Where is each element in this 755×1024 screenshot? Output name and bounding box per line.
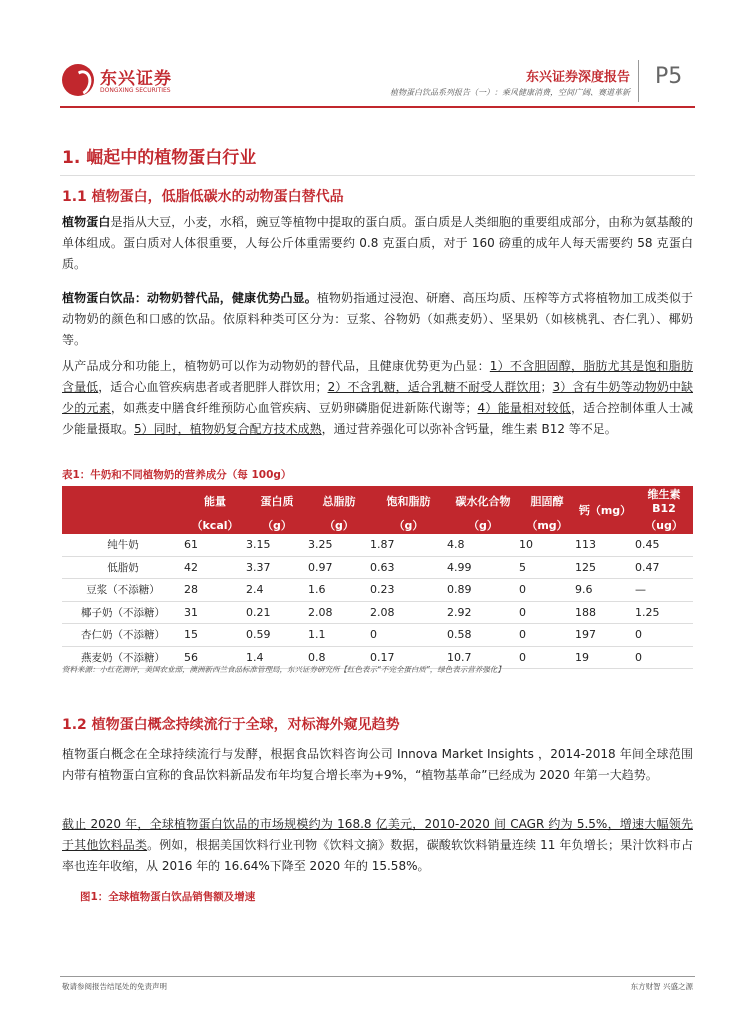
header-cell: 能量 xyxy=(184,486,246,515)
table-cell: 0 xyxy=(519,646,575,669)
paragraph-plant-drinks xyxy=(62,288,693,351)
table-cell: 28 xyxy=(184,579,246,602)
table-cell: 61 xyxy=(184,534,246,556)
header-cell: 碳水化合物 xyxy=(447,486,519,515)
table-cell: 0.58 xyxy=(447,624,519,647)
underlined-point: 5）同时，植物奶复合配方技术成熟 xyxy=(134,422,322,436)
table-cell: 31 xyxy=(184,601,246,624)
header-cell: 总脂肪 xyxy=(308,486,370,515)
table-header-row xyxy=(62,486,693,515)
table-cell: 0.17 xyxy=(370,646,447,669)
company-logo xyxy=(62,62,182,102)
table-cell: 42 xyxy=(184,556,246,579)
term-plant-drinks: 植物蛋白饮品：动物奶替代品，健康优势凸显。 xyxy=(62,291,317,305)
term-plant-protein: 植物蛋白 xyxy=(62,215,111,229)
table-row xyxy=(62,601,693,624)
header-unit: （mg） xyxy=(519,515,575,534)
header-rule xyxy=(60,106,695,108)
header-unit: （kcal） xyxy=(184,515,246,534)
table-cell: 3.25 xyxy=(308,534,370,556)
header-unit: （g） xyxy=(447,515,519,534)
table-cell-fortified: 188 xyxy=(575,601,635,624)
paragraph-text: 是指从大豆，小麦，水稻，豌豆等植物中提取的蛋白质。蛋白质是人类细胞的重要组成部分，由称为氨基酸的单体组成。蛋白质对人体很重要，人每公斤体重需要约 0.8 克蛋白质，对于 160 磅重的成年人每天需要约 58 克蛋白质。 xyxy=(62,215,693,271)
table-cell: 0.45 xyxy=(635,534,693,556)
paragraph-market-size xyxy=(62,814,693,877)
header-unit: （g） xyxy=(246,515,308,534)
table-cell: 0.23 xyxy=(370,579,447,602)
table-row xyxy=(62,534,693,556)
table-cell: 0.47 xyxy=(635,556,693,579)
header-unit: （g） xyxy=(308,515,370,534)
table-cell: — xyxy=(635,579,693,602)
table-cell: 0 xyxy=(519,624,575,647)
table-cell: 2.4 xyxy=(246,579,308,602)
figure-title: 图1：全球植物蛋白饮品销售额及增速 xyxy=(80,891,256,903)
table-source: 资料来源：小红花测评，美国农业部，澳洲新西兰食品标准管理局，东兴证券研究所【红色表示“不完全蛋白质”，绿色表示营养强化】 xyxy=(62,665,505,674)
text-run: 从产品成分和功能上，植物奶可以作为动物奶的替代品，且健康优势更为凸显： xyxy=(62,359,490,373)
table-cell: 0 xyxy=(370,624,447,647)
footer-rule xyxy=(60,976,695,977)
table-cell: 1.6 xyxy=(308,579,370,602)
table-row xyxy=(62,579,693,602)
table-title: 表1：牛奶和不同植物奶的营养成分（每 100g） xyxy=(62,469,292,481)
table-cell-incomplete-protein: 1.4 xyxy=(246,646,308,669)
table-cell: 0.8 xyxy=(308,646,370,669)
table-cell: 1.1 xyxy=(308,624,370,647)
row-label: 椰子奶（不添糖） xyxy=(62,601,184,624)
table-cell: 0.63 xyxy=(370,556,447,579)
paragraph-global-trend: 植物蛋白概念在全球持续流行与发酵，根据食品饮料咨询公司 Innova Market Insights ，2014-2018 年间全球范围内带有植物蛋白宣称的食品饮料新品发布年均复合增长率为+9%，“植物基革命”已经成为 2020 年第一大趋势。 xyxy=(62,747,693,782)
header-divider xyxy=(638,60,639,102)
header-cell: 维生素 B12 xyxy=(635,486,693,515)
table-cell: 125 xyxy=(575,556,635,579)
text-run: ，通过营养强化可以弥补含钙量，维生素 B12 等不足。 xyxy=(321,422,617,436)
table-cell: 3.15 xyxy=(246,534,308,556)
table-cell: 56 xyxy=(184,646,246,669)
table-row xyxy=(62,556,693,579)
table-cell: 2.08 xyxy=(370,601,447,624)
table-cell: 4.8 xyxy=(447,534,519,556)
table-cell: 15 xyxy=(184,624,246,647)
text-run: 。例如，根据美国饮料行业刊物《饮料文摘》数据，碳酸软饮料销量连续 11 年负增长；果汁饮料市占率也连年收缩，从 2016 年的 16.64%下降至 2020 年的 15.58%。 xyxy=(62,838,693,873)
underlined-point: 2）不含乳糖，适合乳糖不耐受人群饮用 xyxy=(327,380,541,394)
header-cell: 胆固醇 xyxy=(519,486,575,515)
paragraph-health-advantages xyxy=(62,356,693,440)
header-cell: 钙（mg） xyxy=(575,486,635,534)
text-run: ，如燕麦中膳食纤维预防心血管疾病、豆奶卵磷脂促进新陈代谢等； xyxy=(110,401,478,415)
footer-slogan: 东方财智 兴盛之源 xyxy=(630,982,693,991)
page-number: P5 xyxy=(655,64,683,89)
subsection-title-1-2: 1.2 植物蛋白概念持续流行于全球，对标海外窥见趋势 xyxy=(62,717,400,733)
nutrition-table xyxy=(62,486,693,669)
table-cell: 0 xyxy=(519,601,575,624)
table-cell: 0.97 xyxy=(308,556,370,579)
table-cell: 10.7 xyxy=(447,646,519,669)
section-title: 1. 崛起中的植物蛋白行业 xyxy=(62,148,257,168)
footer-disclaimer: 敬请参阅报告结尾处的免责声明 xyxy=(62,982,167,991)
row-label: 豆浆（不添糖） xyxy=(62,579,184,602)
underlined-point: 截止 2020 年，全球植物蛋白饮品的市场规模约为 168.8 亿美元，2010-2020 间 CAGR 约为 5.5%，增速大幅领先于其他饮料品类 xyxy=(62,817,693,852)
table-cell: 1.87 xyxy=(370,534,447,556)
table-cell: 5 xyxy=(519,556,575,579)
header-cell: 饱和脂肪 xyxy=(370,486,447,515)
table-cell: 0 xyxy=(635,624,693,647)
logo-text-cn: 东兴证券 xyxy=(100,69,172,89)
row-label: 低脂奶 xyxy=(62,556,184,579)
table-cell: 2.92 xyxy=(447,601,519,624)
logo-text-en: DONGXING SECURITIES xyxy=(100,87,171,94)
row-label: 燕麦奶（不添糖） xyxy=(62,646,184,669)
table-cell: 0 xyxy=(519,579,575,602)
table-cell: 9.6 xyxy=(575,579,635,602)
table-row xyxy=(62,624,693,647)
header-unit: （ug） xyxy=(635,515,693,534)
report-subtitle: 植物蛋白饮品系列报告（一）：乘风健康消费，空间广阔、赛道革新 xyxy=(390,88,630,97)
row-label: 纯牛奶 xyxy=(62,534,184,556)
table-cell: 0 xyxy=(635,646,693,669)
header-unit: （g） xyxy=(370,515,447,534)
table-cell: 2.08 xyxy=(308,601,370,624)
paragraph-text: 植物奶指通过浸泡、研磨、高压均质、压榨等方式将植物加工成类似于动物奶的颜色和口感的饮品。依原料种类可区分为：豆浆、谷物奶（如燕麦奶）、坚果奶（如核桃乳、杏仁乳）、椰奶等。 xyxy=(62,291,693,347)
table-cell: 4.99 xyxy=(447,556,519,579)
table-cell: 3.37 xyxy=(246,556,308,579)
logo-mark-icon xyxy=(62,64,94,96)
underlined-point: 3）含有牛奶等动物奶中缺少的元素 xyxy=(62,380,693,415)
table-cell-incomplete-protein: 0.21 xyxy=(246,601,308,624)
subsection-title-1-1: 1.1 植物蛋白，低脂低碳水的动物蛋白替代品 xyxy=(62,189,344,205)
row-label: 杏仁奶（不添糖） xyxy=(62,624,184,647)
table-cell-fortified: 197 xyxy=(575,624,635,647)
underlined-point: 4）能量相对较低 xyxy=(477,401,571,415)
header-unit xyxy=(62,515,184,534)
header-cell: 蛋白质 xyxy=(246,486,308,515)
table-cell: 10 xyxy=(519,534,575,556)
header-cell xyxy=(62,486,184,515)
underlined-point: 1）不含胆固醇，脂肪尤其是饱和脂肪含量低 xyxy=(62,359,693,394)
table-cell: 19 xyxy=(575,646,635,669)
table-cell-fortified: 1.25 xyxy=(635,601,693,624)
paragraph-plant-protein xyxy=(62,212,693,275)
table-cell-incomplete-protein: 0.59 xyxy=(246,624,308,647)
table-cell: 113 xyxy=(575,534,635,556)
report-type: 东兴证券深度报告 xyxy=(525,70,630,85)
text-run: ，适合心血管疾病患者或者肥胖人群饮用； xyxy=(98,380,328,394)
text-run: ，适合控制体重人士减少能量摄取。 xyxy=(62,401,693,436)
section-rule xyxy=(60,175,695,176)
text-run: ； xyxy=(540,380,553,394)
table-cell: 0.89 xyxy=(447,579,519,602)
